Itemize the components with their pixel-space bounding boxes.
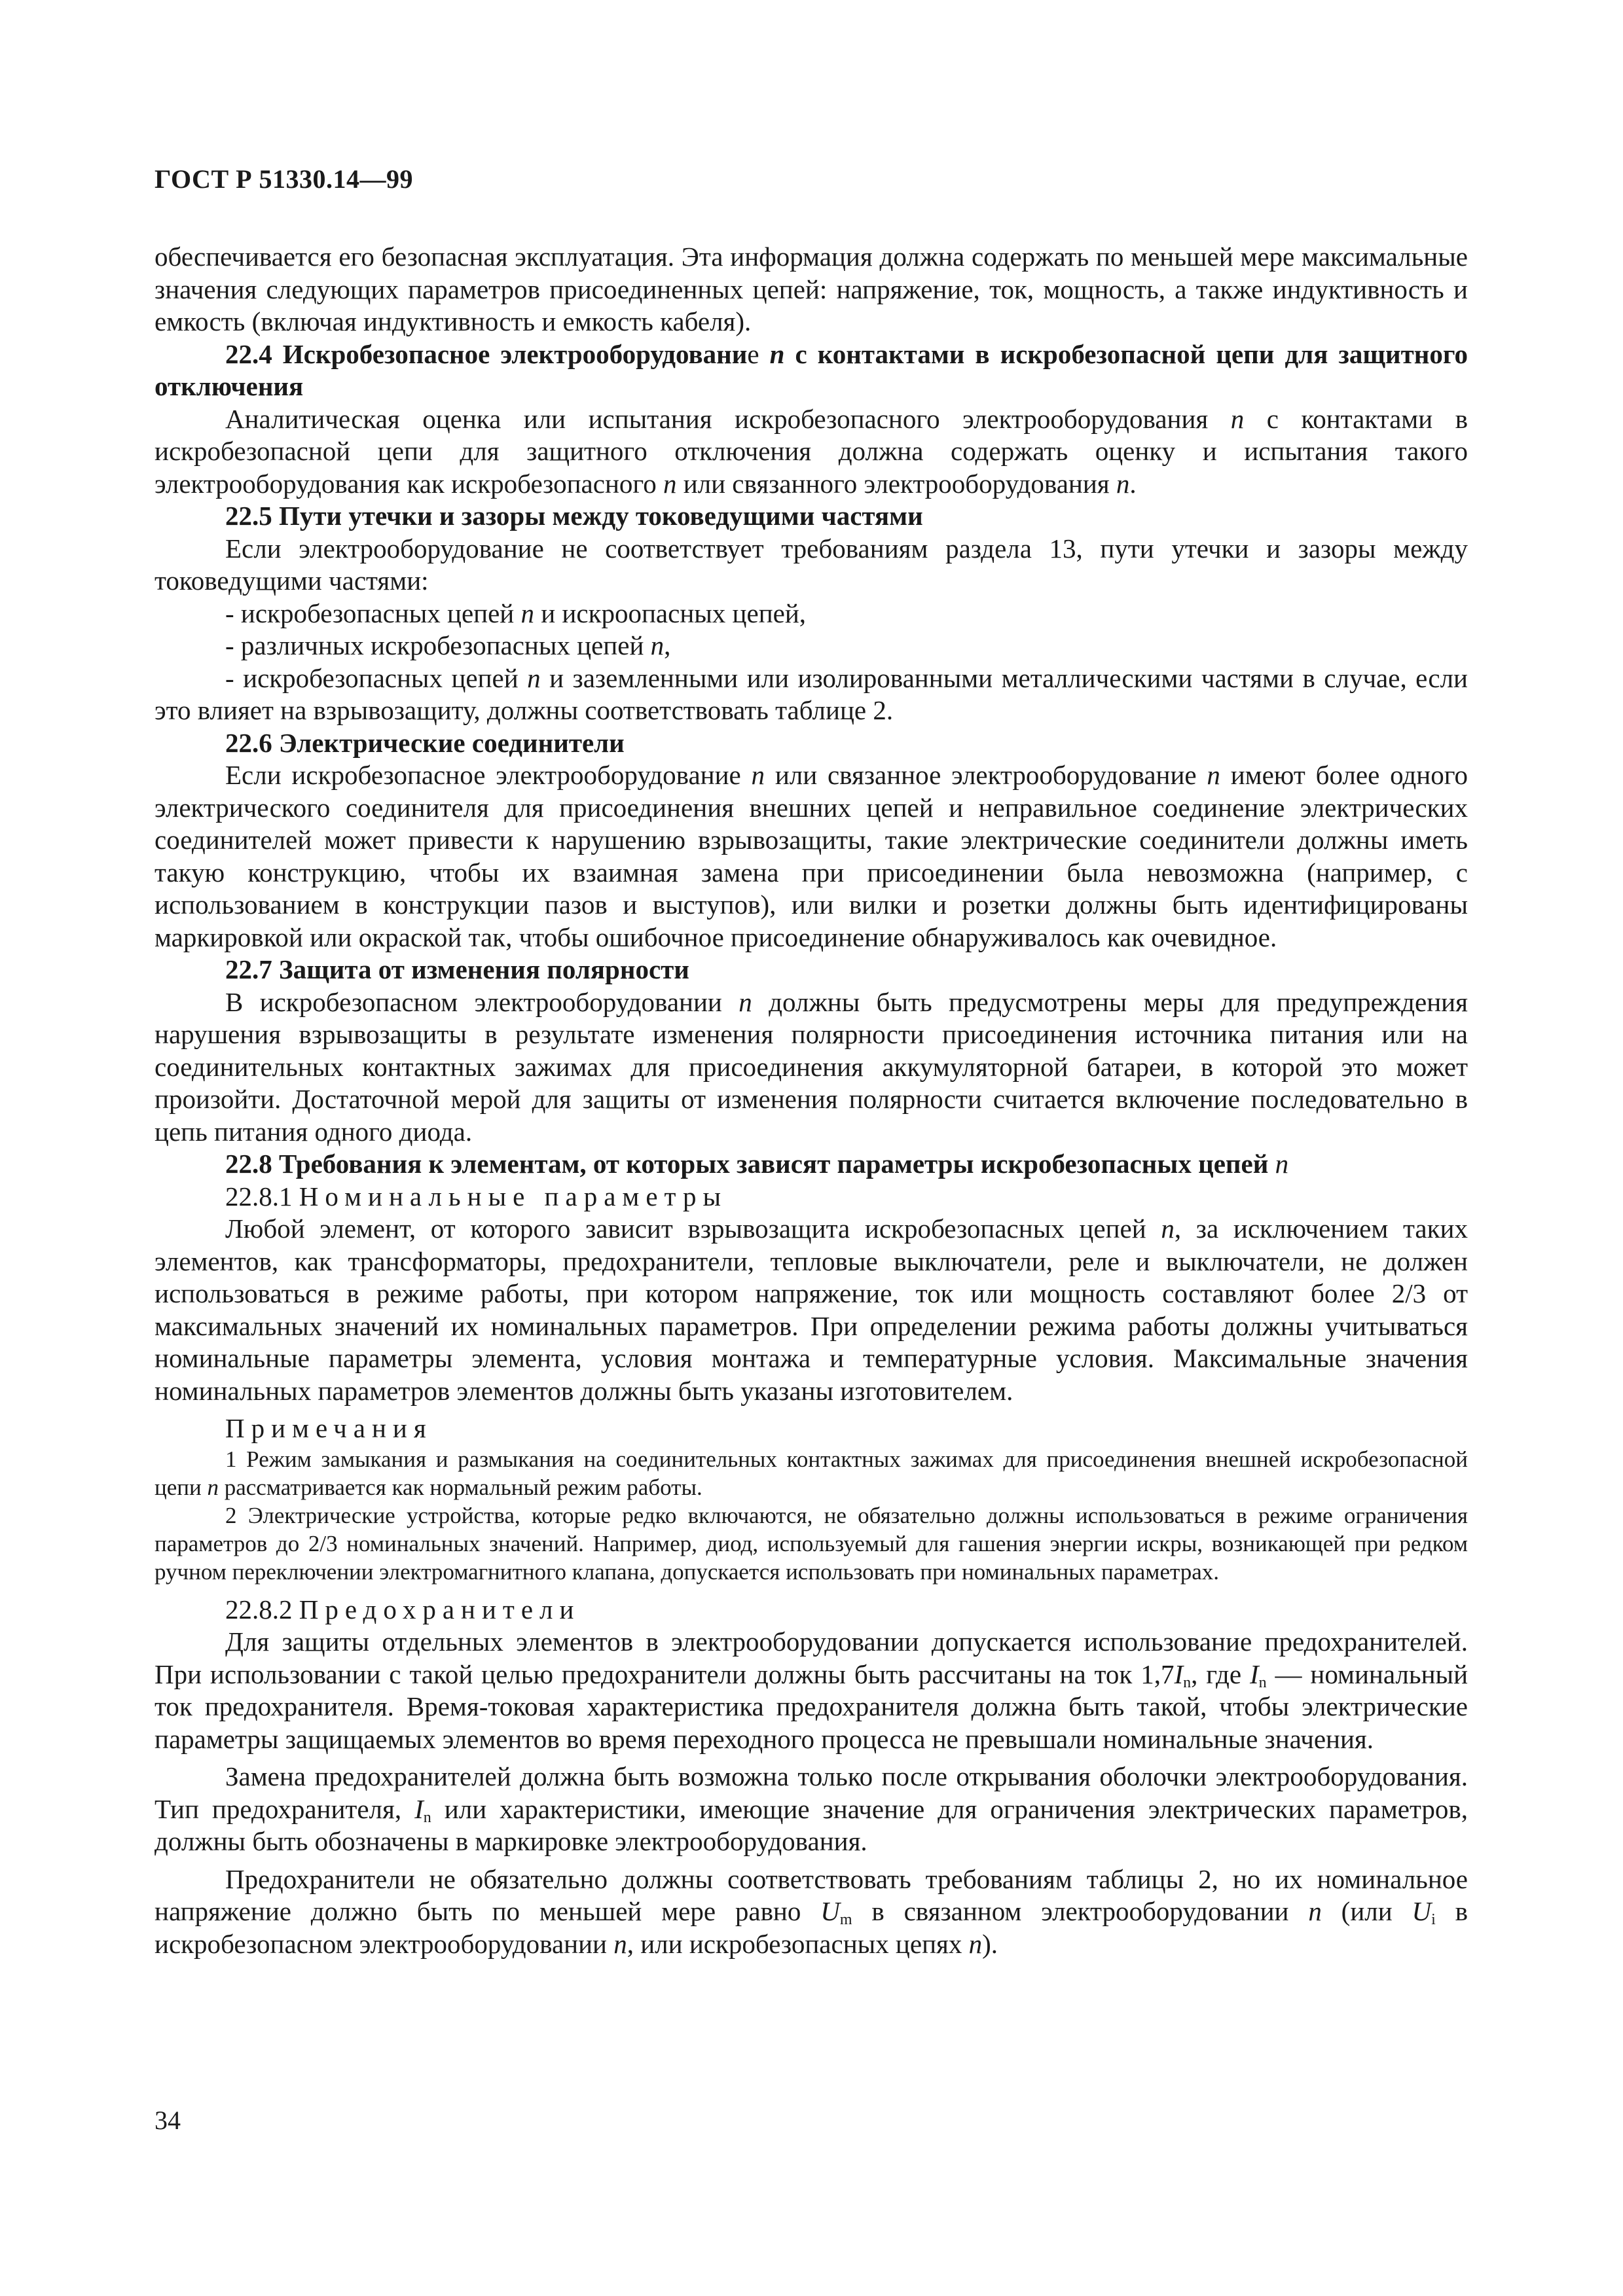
note-1: 1 Режим замыкания и размыкания на соединительных контактных зажимах для присоединения внешней искробезопасной цепи n рассматривается как нормальный режим работы. [155, 1446, 1468, 1500]
section-heading-22-4: 22.4 Искробезопасное электрооборудование n с контактами в искробезопасной цепи для защитного отключения [155, 338, 1468, 401]
paragraph-22-7: В искробезопасном электрооборудовании n должны быть предусмотрены меры для предупреждения нарушения взрывозащиты в результате изменения полярности присоединения источника питания или на соединительных контактных зажимах для присоединения аккумуляторной батареи, в которой это может произойти. Достаточной мерой для защиты от изменения полярности считается включение последовательно в цепь питания одного диода. [155, 986, 1468, 1147]
paragraph-22-6: Если искробезопасное электрооборудование n или связанное электрооборудование n имеют более одного электрического соединителя для присоединения внешних цепей и неправильное соединение электрических соединителей может привести к нарушению взрывозащиты, такие электрические соединители должны иметь такую конструкцию, чтобы их взаимная замена при присоединении была невозможна (например, с использованием в конструкции пазов и выступов), или вилки и розетки должны быть идентифицированы маркировкой или окраской так, чтобы ошибочное присоединение обнаруживалось как очевидное. [155, 760, 1468, 952]
page-number: 34 [155, 2106, 181, 2135]
document-body [155, 241, 1468, 1960]
paragraph-22-4: Аналитическая оценка или испытания искробезопасного электрооборудования n с контактами в искробезопасной цепи для защитного отключения должна содержать оценку и испытания такого электрооборудования как искробезопасного n или связанного электрооборудования n. [155, 403, 1468, 499]
subsection-heading-22-8-1: 22.8.1 Номинальные параметры [225, 1181, 728, 1211]
section-heading-22-5: 22.5 Пути утечки и зазоры между токоведущими частями [225, 501, 923, 531]
section-heading-22-7: 22.7 Защита от изменения полярности [225, 954, 689, 984]
section-heading-22-8: 22.8 Требования к элементам, от которых зависят параметры искробезопасных цепей n [225, 1149, 1289, 1179]
notes-title: Примечания [225, 1413, 433, 1443]
list-item: - различных искробезопасных цепей n, [225, 630, 671, 660]
paragraph-fuses-3: Предохранители не обязательно должны соответствовать требованиям таблицы 2, но их номинальное напряжение должно быть по меньшей мере равно $U_m$ в связанном электрооборудовании n (или $U_i$ в искробезопасном электрооборудовании n, или искробезопасных цепях n). [155, 1863, 1468, 1959]
subsection-heading-22-8-2: 22.8.2 Предохранители [225, 1594, 581, 1624]
paragraph-22-8-1: Любой элемент, от которого зависит взрывозащита искробезопасных цепей n, за исключением таких элементов, как трансформаторы, предохранители, тепловые выключатели, реле и выключатели, не должен использоваться в режиме работы, при котором напряжение, ток или мощность составляют более 2/3 от максимальных значений их номинальных параметров. При определении режима работы должны учитываться номинальные параметры элемента, условия монтажа и температурные условия. Максимальные значения номинальных параметров элементов должны быть указаны изготовителем. [155, 1213, 1468, 1406]
paragraph-22-5: Если электрооборудование не соответствует требованиям раздела 13, пути утечки и зазоры между токоведущими частями: [155, 533, 1468, 596]
list-item: - искробезопасных цепей n и заземленными или изолированными металлическими частями в случае, если это влияет на взрывозащиту, должны соответствовать таблице 2. [155, 662, 1468, 725]
paragraph-continuation: обеспечивается его безопасная эксплуатация. Эта информация должна содержать по меньшей мере максимальные значения следующих параметров присоединенных цепей: напряжение, ток, мощность, а также индуктивность и емкость (включая индуктивность и емкость кабеля). [155, 242, 1468, 336]
paragraph-fuses-2: Замена предохранителей должна быть возможна только после открывания оболочки электрооборудования. Тип предохранителя, $I_n$ или характеристики, имеющие значение для ограничения электрических параметров, должны быть обозначены в маркировке электрооборудования. [155, 1761, 1468, 1856]
list-item: - искробезопасных цепей n и искроопасных цепей, [225, 598, 807, 628]
standard-header: ГОСТ Р 51330.14—99 [155, 164, 414, 194]
section-heading-22-6: 22.6 Электрические соединители [225, 727, 625, 758]
note-2: 2 Электрические устройства, которые редко включаются, не обязательно должны использоваться в режиме ограничения параметров до 2/3 номинальных значений. Например, диод, используемый для гашения энергии искры, возникающей при редком ручном переключении электромагнитного клапана, допускается использовать при номинальных параметрах. [155, 1502, 1468, 1585]
paragraph-fuses-1: Для защиты отдельных элементов в электрооборудовании допускается использование предохранителей. При использовании с такой целью предохранители должны быть рассчитаны на ток $1,7I_n$, где $I_n$ — номинальный ток предохранителя. Время-токовая характеристика предохранителя должна быть такой, чтобы электрические параметры защищаемых элементов во время переходного процесса не превышали номинальные значения. [155, 1626, 1468, 1754]
